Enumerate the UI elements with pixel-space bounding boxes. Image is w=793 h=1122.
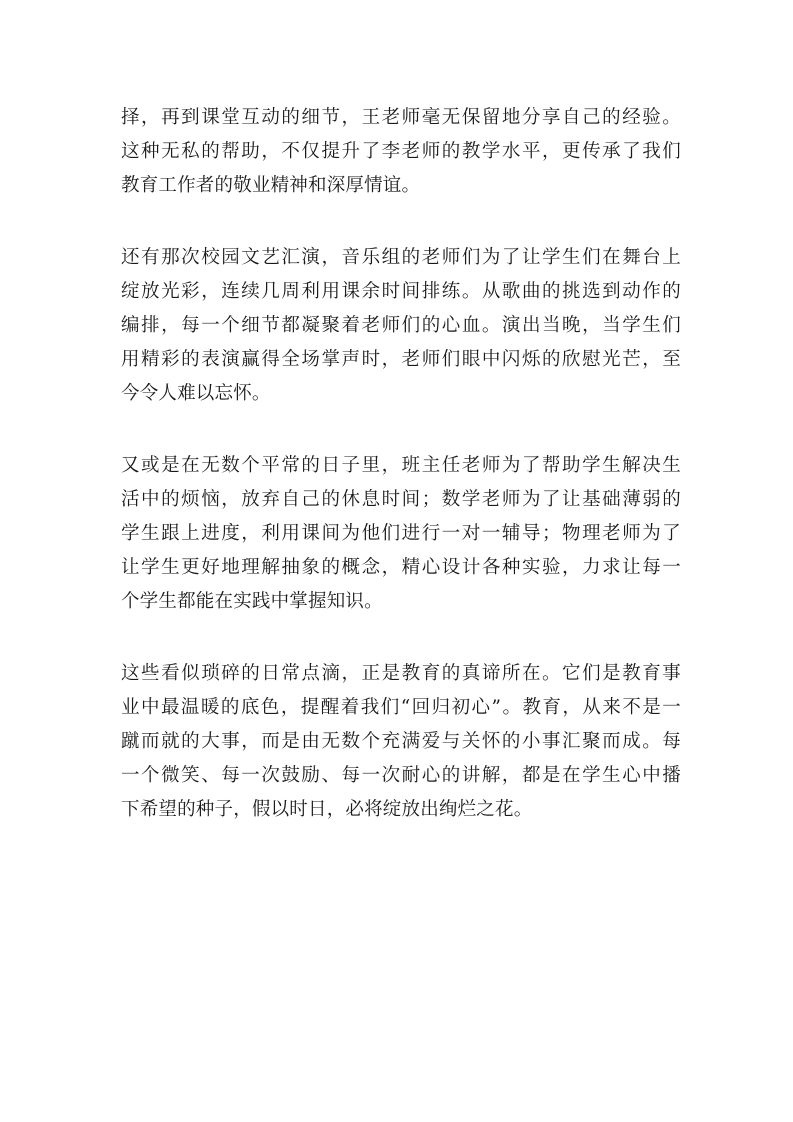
text-line: 还有那次校园文艺汇演，音乐组的老师们为了让学生们在舞台上 <box>121 247 681 268</box>
text-line: 个学生都能在实践中掌握知识。 <box>121 591 383 612</box>
text-line: 择，再到课堂互动的细节，王老师毫无保留地分享自己的经验。 <box>121 107 681 128</box>
text-line: 今令人难以忘怀。 <box>121 383 271 404</box>
text-line: 学生跟上进度，利用课间为他们进行一对一辅导；物理老师为了 <box>121 523 681 544</box>
text-line: 教育工作者的敬业精神和深厚情谊。 <box>121 175 421 196</box>
text-line: 这种无私的帮助，不仅提升了李老师的教学水平，更传承了我们 <box>121 141 681 162</box>
text-line: 蹴而就的大事，而是由无数个充满爱与关怀的小事汇聚而成。每 <box>121 731 681 752</box>
paragraph-4 <box>121 657 681 827</box>
text-line: 下希望的种子，假以时日，必将绽放出绚烂之花。 <box>121 799 533 820</box>
text-line: 用精彩的表演赢得全场掌声时，老师们眼中闪烁的欣慰光芒，至 <box>121 349 681 370</box>
text-line: 活中的烦恼，放弃自己的休息时间；数学老师为了让基础薄弱的 <box>121 489 681 510</box>
text-line: 让学生更好地理解抽象的概念，精心设计各种实验，力求让每一 <box>121 557 681 578</box>
text-line: 业中最温暖的底色，提醒着我们“回归初心”。教育，从来不是一 <box>121 697 681 718</box>
text-line: 一个微笑、每一次鼓励、每一次耐心的讲解，都是在学生心中播 <box>121 765 681 786</box>
paragraph-2 <box>121 241 681 411</box>
text-line: 编排，每一个细节都凝聚着老师们的心血。演出当晚，当学生们 <box>121 315 681 336</box>
text-line: 又或是在无数个平常的日子里，班主任老师为了帮助学生解决生 <box>121 455 681 476</box>
document-body <box>121 101 681 865</box>
paragraph-1 <box>121 101 681 203</box>
text-line: 绽放光彩，连续几周利用课余时间排练。从歌曲的挑选到动作的 <box>121 281 681 302</box>
paragraph-3 <box>121 449 681 619</box>
text-line: 这些看似琐碎的日常点滴，正是教育的真谛所在。它们是教育事 <box>121 663 681 684</box>
